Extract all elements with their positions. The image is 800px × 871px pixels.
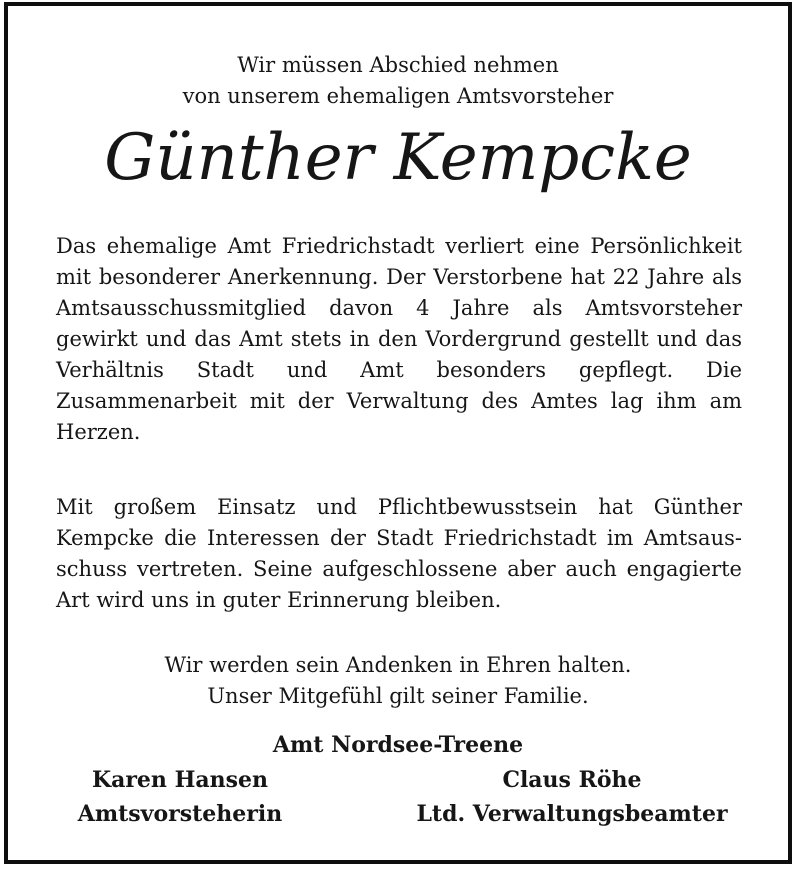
intro-line-1: Wir müssen Abschied nehmen [237,53,559,77]
deceased-name: Günther Kempcke [104,121,692,195]
closing-line-1: Wir werden sein Andenken in Ehren halten. [164,653,632,677]
obituary-notice [4,2,792,864]
intro-text [8,50,788,112]
paragraph-2: Mit großem Einsatz und Pflichtbewusstsein hat Günther Kempcke die Interessen der Stadt Friedrichstadt im Amtsausschuss vertreten. Seine aufgeschlossene aber auch engagierte Art wird uns in guter Erinnerung bleiben. [56,495,742,612]
closing-line-2: Unser Mitgefühl gilt seiner Familie. [207,684,589,708]
signatory-left [60,763,300,831]
organization-name: Amt Nordsee-Treene [272,732,524,758]
signatory-name: Karen Hansen [91,767,269,793]
signatory-name: Claus Röhe [502,767,642,793]
signatory-title: Amtsvorsteherin [77,801,283,827]
closing-text [8,650,788,712]
paragraph-1: Das ehemalige Amt Friedrichstadt verliert eine Persönlichkeit mit besonderer Anerkennung. Der Verstorbene hat 22 Jahre als Amtsausschussmitglied davon 4 Jahre als Amtsvorsteher gewirkt und das Amt stets in den Vordergrund gestellt und das Verhältnis Stadt und Amt besonders gepflegt. Die Zusammenarbeit mit der Verwaltung des Amtes lag ihm am Herzen. [56,234,742,444]
intro-line-2: von unserem ehemaligen Amtsvorsteher [182,84,614,108]
signatory-title: Ltd. Verwaltungsbeamter [416,801,728,827]
signatory-right [400,763,744,831]
